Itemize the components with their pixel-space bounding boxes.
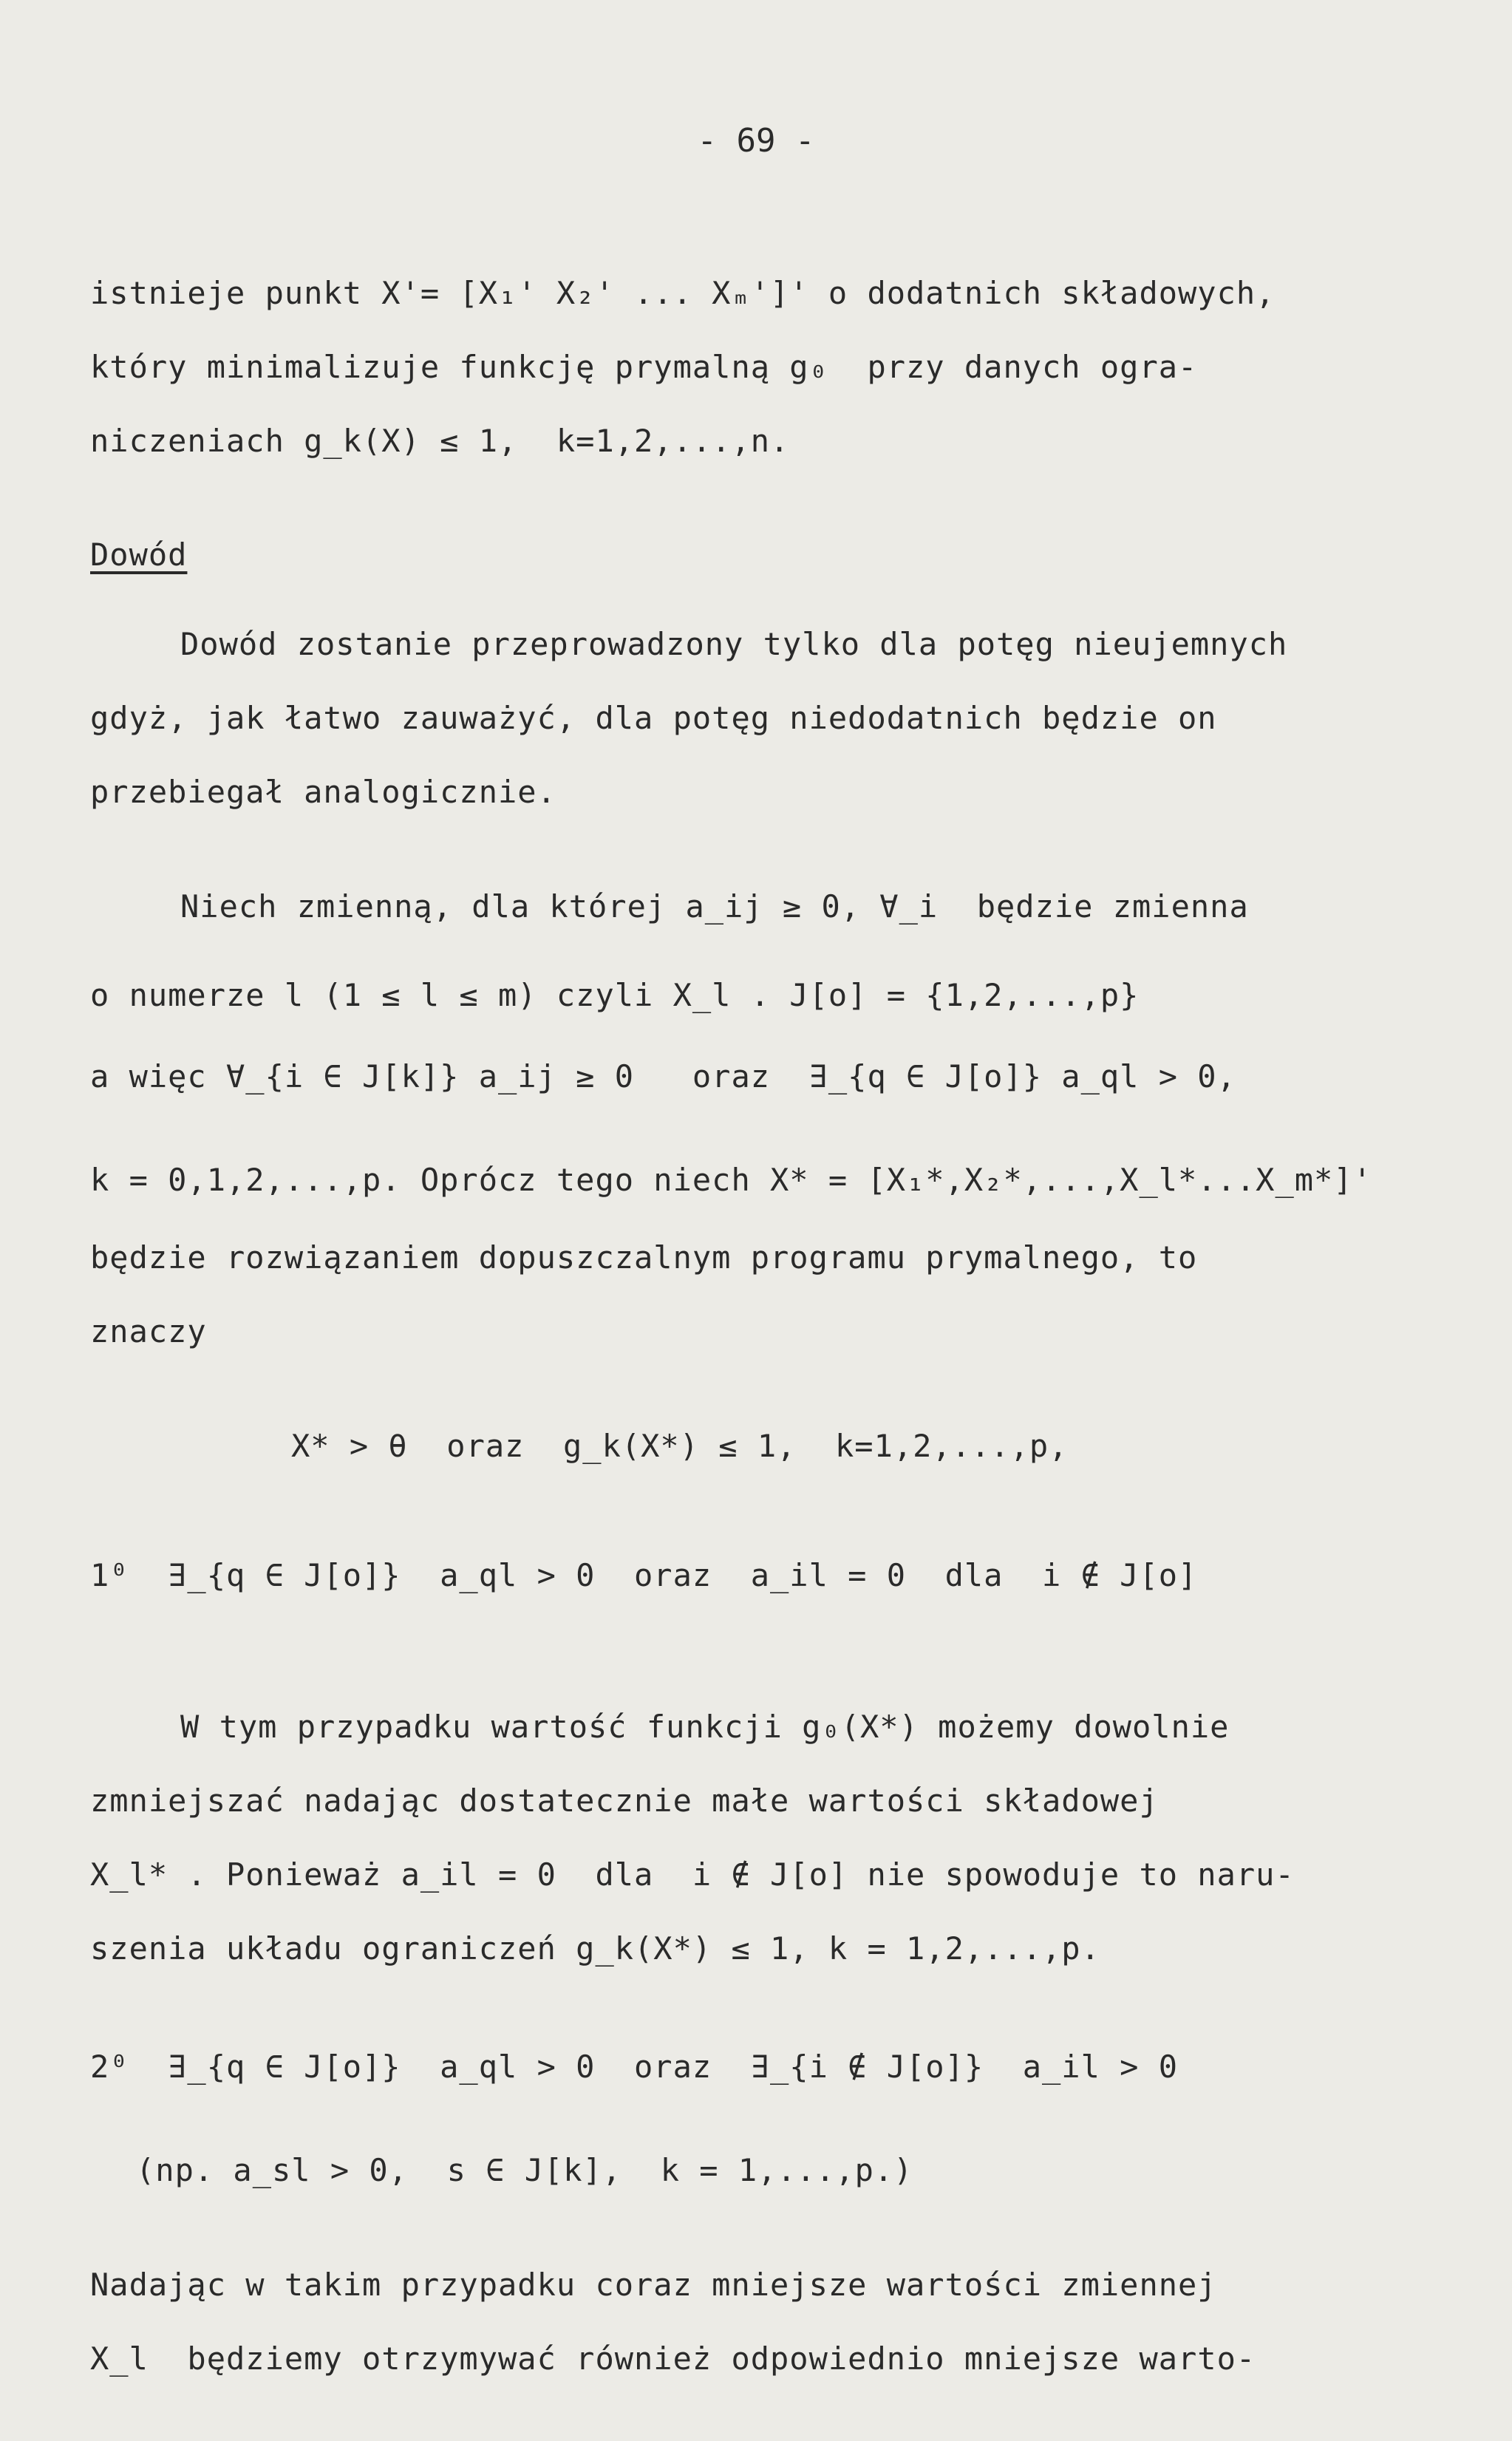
text-line-19: szenia układu ograniczeń g_k(X*) ≤ 1, k = 1,2,...,p.	[90, 1930, 1100, 1967]
text-line-16: W tym przypadku wartość funkcji g₀(X*) możemy dowolnie	[180, 1709, 1230, 1745]
text-line-3: niczeniach g_k(X) ≤ 1, k=1,2,...,n.	[90, 423, 790, 459]
text-line-1: istnieje punkt X'= [X₁' X₂' ... Xₘ']' o dodatnich składowych,	[90, 275, 1276, 311]
text-line-8: Niech zmienną, dla której a_ij ≥ 0, ∀_i będzie zmienna	[180, 888, 1249, 925]
text-line-17: zmniejszać nadając dostatecznie małe wartości składowej	[90, 1783, 1159, 1819]
text-line-12: będzie rozwiązaniem dopuszczalnym programu prymalnego, to	[90, 1239, 1198, 1276]
text-line-13: znaczy	[90, 1313, 207, 1349]
case-1-formula: 1⁰ ∃_{q ∈ J[o]} a_ql > 0 oraz a_il = 0 dla i ∉ J[o]	[90, 1557, 1198, 1593]
text-line-23: X_l będziemy otrzymywać również odpowiednio mniejsze warto-	[90, 2340, 1256, 2377]
text-line-6: gdyż, jak łatwo zauważyć, dla potęg niedodatnich będzie on	[90, 700, 1217, 736]
text-line-2: który minimalizuje funkcję prymalną g₀ przy danych ogra-	[90, 349, 1198, 385]
page-number: - 69 -	[697, 122, 815, 160]
text-line-10: a więc ∀_{i ∈ J[k]} a_ij ≥ 0 oraz ∃_{q ∈ J[o]} a_ql > 0,	[90, 1058, 1236, 1094]
proof-heading: Dowód	[90, 537, 188, 573]
text-line-18: X_l* . Ponieważ a_il = 0 dla i ∉ J[o] nie spowoduje to naru-	[90, 1856, 1295, 1893]
text-line-9: o numerze l (1 ≤ l ≤ m) czyli X_l . J[o] = {1,2,...,p}	[90, 977, 1140, 1013]
text-line-5: Dowód zostanie przeprowadzony tylko dla potęg nieujemnych	[180, 626, 1288, 662]
text-line-7: przebiegał analogicznie.	[90, 774, 556, 810]
case-2-example: (np. a_sl > 0, s ∈ J[k], k = 1,...,p.)	[136, 2152, 913, 2188]
case-2-formula: 2⁰ ∃_{q ∈ J[o]} a_ql > 0 oraz ∃_{i ∉ J[o]} a_il > 0	[90, 2049, 1179, 2085]
text-line-22: Nadając w takim przypadku coraz mniejsze wartości zmiennej	[90, 2267, 1217, 2303]
text-line-11: k = 0,1,2,...,p. Oprócz tego niech X* = [X₁*,X₂*,...,X_l*...X_m*]'	[90, 1162, 1372, 1198]
formula-conditions: X* > θ oraz g_k(X*) ≤ 1, k=1,2,...,p,	[291, 1428, 1069, 1464]
